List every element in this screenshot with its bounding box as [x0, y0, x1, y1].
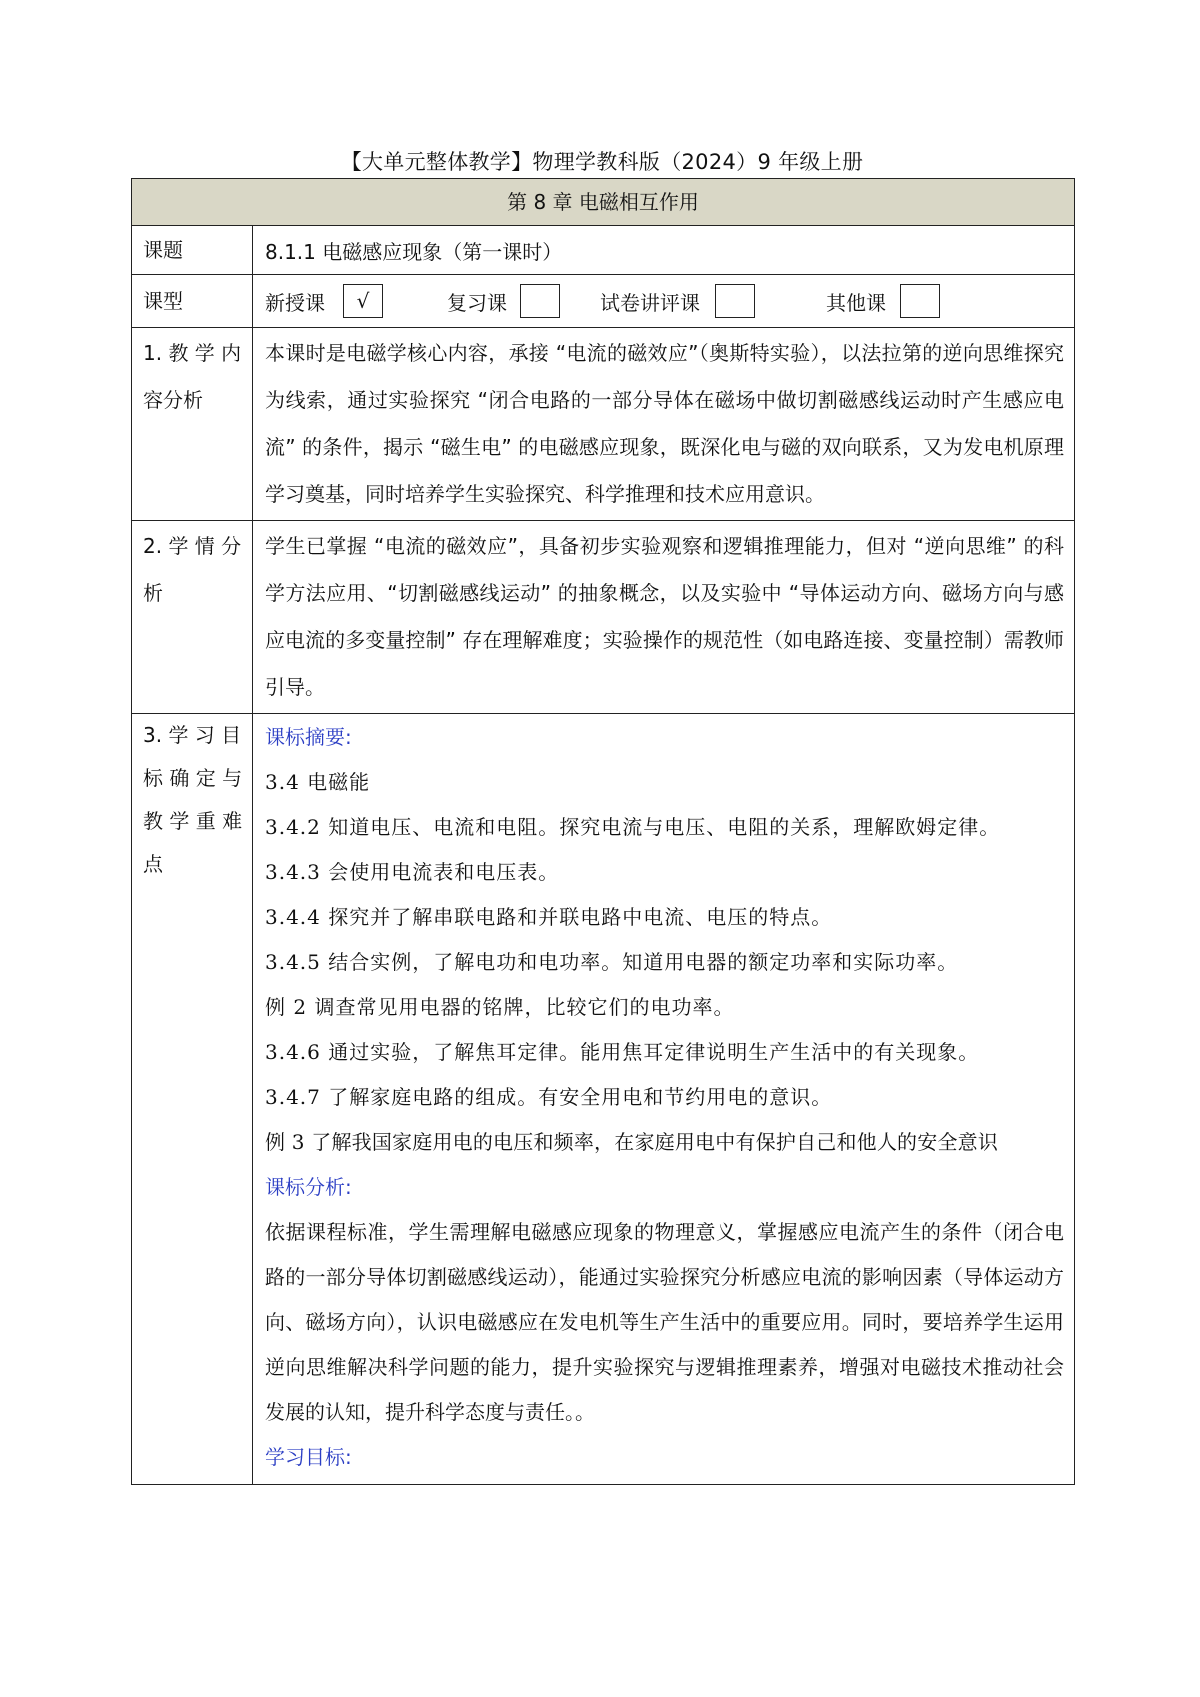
analysis-text: 依据课程标准，学生需理解电磁感应现象的物理意义，掌握感应电流产生的条件（闭合电路的一部分导体切割磁感线运动），能通过实验探究分析感应电流的影响因素（导体运动方向、磁场方向），认识电磁感应在发电机等生产生活中的重要应用。同时，要培养学生运用逆向思维解决科学问题的能力，提升实验探究与逻辑推理素养，增强对电磁技术推动社会发展的认知，提升科学态度与责任。。 [265, 1220, 1065, 1424]
topic-value: 8.1.1 电磁感应现象（第一课时） [253, 226, 1075, 275]
standard-line: 3.4.6 通过实验，了解焦耳定律。能用焦耳定律说明生产生活中的有关现象。 [265, 1040, 980, 1064]
lesson-type-checkbox[interactable] [715, 284, 755, 318]
standard-line: 3.4.3 会使用电流表和电压表。 [265, 860, 560, 884]
objectives-row [132, 714, 1075, 1485]
content-analysis-text: 本课时是电磁学核心内容，承接 “电流的磁效应”（奥斯特实验），以法拉第的逆向思维探究为线索，通过实验探究 “闭合电路的一部分导体在磁场中做切割磁感线运动时产生感应电流” 的条件，揭示 “磁生电” 的电磁感应现象，既深化电与磁的双向联系，又为发电机原理学习奠基，同时培养学生实验探究、科学推理和技术应用意识。 [265, 341, 1065, 506]
student-analysis-label: 2. 学 情 分 析 [132, 521, 253, 714]
lesson-type-option-label: 新授课 [265, 290, 325, 315]
lesson-type-checkbox[interactable] [900, 284, 940, 318]
lesson-type-checkbox[interactable]: √ [343, 284, 383, 318]
lesson-type-label: 课型 [132, 275, 253, 328]
goals-heading: 学习目标: [265, 1445, 352, 1469]
standard-line: 例 3 了解我国家庭用电的电压和频率，在家庭用电中有保护自己和他人的安全意识 [265, 1130, 999, 1154]
lesson-type-row [132, 275, 1075, 328]
student-analysis-row [132, 521, 1075, 714]
standard-line: 3.4.2 知道电压、电流和电阻。探究电流与电压、电阻的关系，理解欧姆定律。 [265, 815, 1001, 839]
lesson-type-options [265, 275, 1064, 327]
content-analysis-row [132, 328, 1075, 521]
standard-line: 3.4.5 结合实例，了解电功和电功率。知道用电器的额定功率和实际功率。 [265, 950, 959, 974]
objectives-label: 3. 学 习 目 标 确 定 与 教 学 重 难 点 [132, 714, 253, 1485]
standard-heading: 课标摘要: [265, 725, 352, 749]
analysis-heading: 课标分析: [265, 1175, 352, 1199]
lesson-type-option-label: 其他课 [826, 290, 886, 315]
standard-line: 3.4.4 探究并了解串联电路和并联电路中电流、电压的特点。 [265, 905, 833, 929]
lesson-plan-table [131, 178, 1075, 1485]
document-title: 【大单元整体教学】物理学教科版（2024）9 年级上册 [340, 150, 864, 174]
lesson-type-option [265, 284, 383, 318]
lesson-type-option [826, 284, 940, 318]
lesson-type-option [600, 284, 755, 318]
topic-row [132, 226, 1075, 275]
content-analysis-label: 1. 教 学 内 容分析 [132, 328, 253, 521]
lesson-type-option-label: 复习课 [447, 290, 507, 315]
chapter-header: 第 8 章 电磁相互作用 [132, 179, 1075, 226]
lesson-type-checkbox[interactable] [520, 284, 560, 318]
lesson-type-option-label: 试卷讲评课 [600, 290, 700, 315]
topic-label: 课题 [132, 226, 253, 275]
lesson-type-option [447, 284, 560, 318]
standard-line: 3.4 电磁能 [265, 770, 371, 794]
standard-line: 3.4.7 了解家庭电路的组成。有安全用电和节约用电的意识。 [265, 1085, 833, 1109]
student-analysis-text: 学生已掌握 “电流的磁效应”，具备初步实验观察和逻辑推理能力，但对 “逆向思维” 的科学方法应用、“切割磁感线运动” 的抽象概念，以及实验中 “导体运动方向、磁场方向与感应电流的多变量控制” 存在理解难度；实验操作的规范性（如电路连接、变量控制）需教师引导。 [265, 534, 1065, 699]
standard-line: 例 2 调查常见用电器的铭牌，比较它们的电功率。 [265, 995, 735, 1019]
